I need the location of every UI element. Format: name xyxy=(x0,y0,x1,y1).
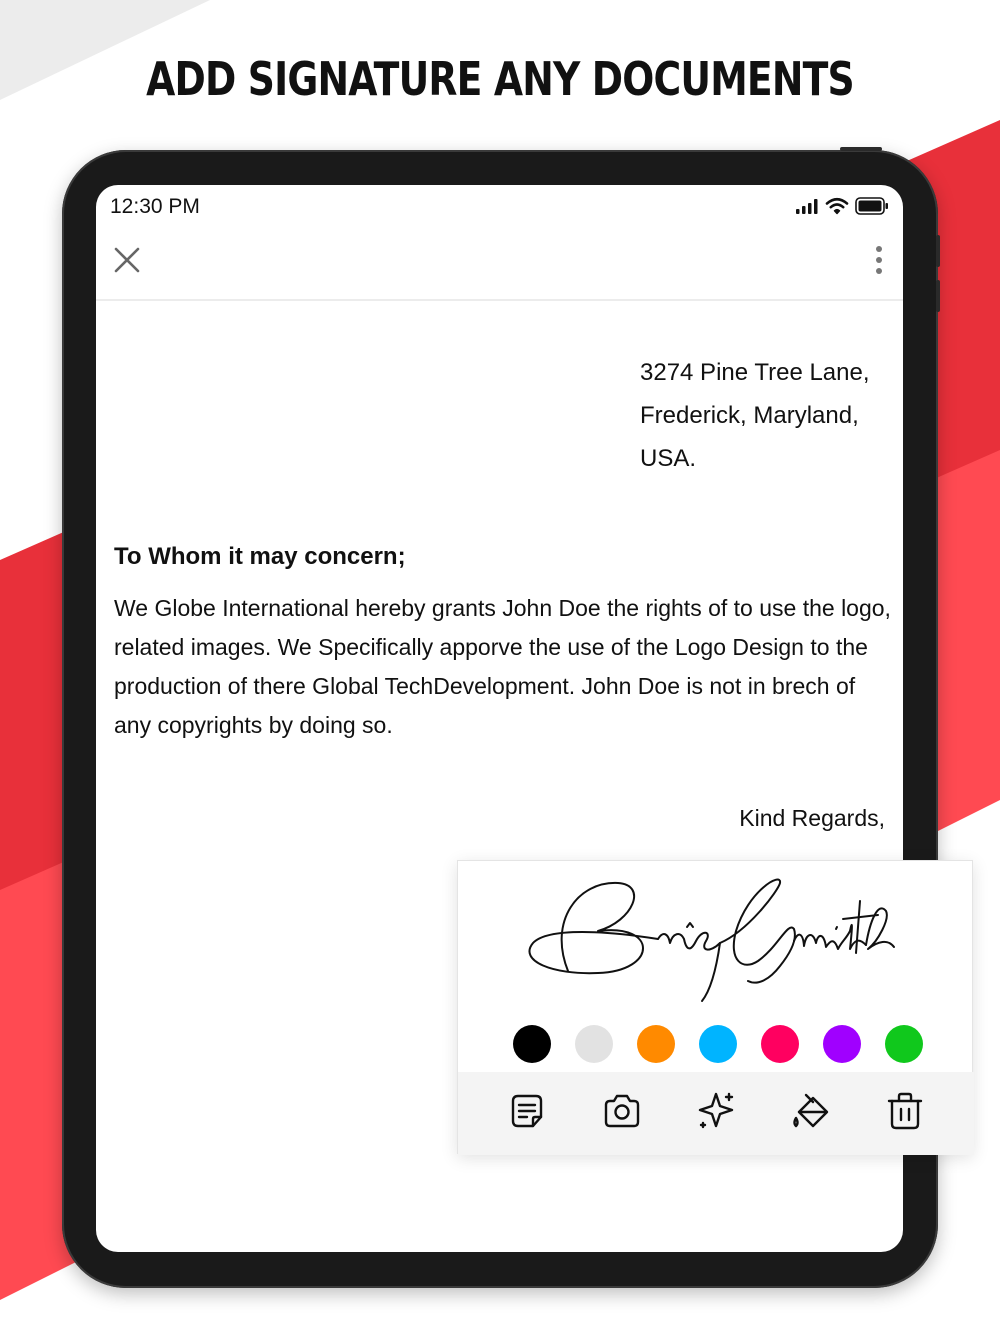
status-bar xyxy=(96,185,903,231)
text-icon xyxy=(507,1091,547,1136)
sparkle-tool-button[interactable] xyxy=(693,1091,739,1137)
address-block xyxy=(640,351,870,480)
paint-bucket-icon xyxy=(789,1090,831,1137)
trash-icon xyxy=(885,1090,925,1137)
signature-panel xyxy=(457,860,973,1154)
color-swatch-pink[interactable] xyxy=(761,1025,799,1063)
letter-body: We Globe International hereby grants John Doe the rights of to use the logo, related images. We Specifically apporve the use of the Logo Design to the production of there Global TechDevelopment. John Doe is not in brech of any copyrights by doing so. xyxy=(114,595,891,738)
address-line: 3274 Pine Tree Lane, xyxy=(640,359,870,386)
device-side-button xyxy=(936,235,940,267)
device-side-button xyxy=(936,280,940,312)
signature-toolbar xyxy=(458,1072,974,1155)
color-swatch-purple[interactable] xyxy=(823,1025,861,1063)
delete-tool-button[interactable] xyxy=(882,1091,928,1137)
closing: Kind Regards, xyxy=(739,805,885,831)
status-icons xyxy=(795,197,889,220)
text-tool-button[interactable] xyxy=(504,1091,550,1137)
salutation: To Whom it may concern; xyxy=(114,543,406,570)
signature-drawing[interactable] xyxy=(458,861,974,1011)
more-vertical-icon xyxy=(875,245,883,280)
camera-tool-button[interactable] xyxy=(599,1091,645,1137)
camera-icon xyxy=(601,1091,643,1136)
close-icon xyxy=(113,246,141,279)
device-top-button xyxy=(840,147,882,151)
wifi-icon xyxy=(825,197,849,220)
signal-icon xyxy=(795,198,819,219)
close-button[interactable] xyxy=(110,245,144,279)
address-line: USA. xyxy=(640,445,697,472)
app-bar xyxy=(96,231,903,301)
color-swatch-black[interactable] xyxy=(513,1025,551,1063)
color-swatch-green[interactable] xyxy=(885,1025,923,1063)
color-swatch-gray[interactable] xyxy=(575,1025,613,1063)
address-line: Frederick, Maryland, xyxy=(640,402,859,429)
more-options-button[interactable] xyxy=(865,245,893,279)
paint-bucket-tool-button[interactable] xyxy=(787,1091,833,1137)
color-swatch-blue[interactable] xyxy=(699,1025,737,1063)
battery-icon xyxy=(855,197,889,220)
sparkle-icon xyxy=(695,1090,737,1137)
color-palette xyxy=(458,1025,974,1065)
color-swatch-orange[interactable] xyxy=(637,1025,675,1063)
status-time: 12:30 PM xyxy=(110,195,200,218)
headline: ADD SIGNATURE ANY DOCUMENTS xyxy=(146,52,854,106)
